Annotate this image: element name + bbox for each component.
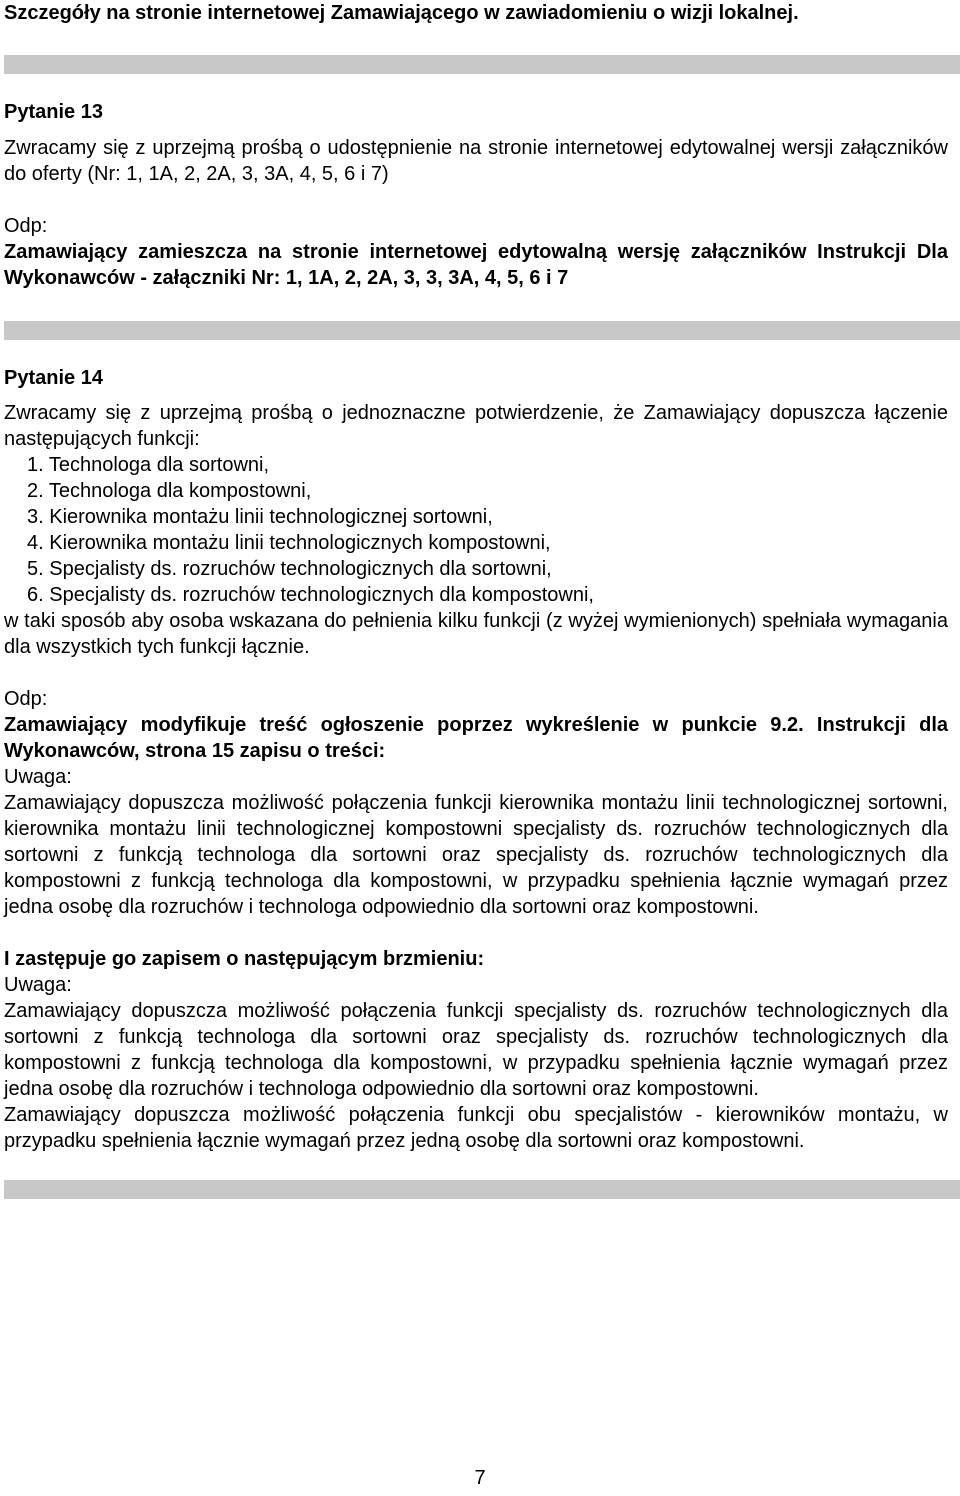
new-note-text-1: Zamawiający dopuszcza możliwość połączenia funkcji specjalisty ds. rozruchów technologicznych dla sortowni z funkcją technologa dla sortowni oraz specjalisty ds. rozruchów technologicznych dla kompostowni z funkcją technologa dla kompostowni, w przypadku spełnienia łącznie wymagań przez jedna osobę dla rozruchów i technologa odpowiednio dla sortowni oraz kompostowni.: [4, 1000, 948, 1100]
list-item: 3. Kierownika montażu linii technologicznej sortowni,: [27, 506, 493, 528]
q14-function-list: [4, 452, 948, 608]
page-number: 7: [474, 1467, 486, 1489]
q13-answer: Zamawiający zamieszcza na stronie internetowej edytowalną wersję załączników Instrukcji Dla Wykonawców - załączniki Nr: 1, 1A, 2, 2A, 3, 3, 3A, 4, 5, 6 i 7: [4, 241, 948, 289]
q14-question-end: w taki sposób aby osoba wskazana do pełnienia kilku funkcji (z wyżej wymienionych) spełniała wymagania dla wszystkich tych funkcji łącznie.: [4, 610, 948, 658]
section-divider: [4, 55, 960, 74]
q13-answer-label: Odp:: [4, 215, 48, 237]
list-item: 5. Specjalisty ds. rozruchów technologicznych dla sortowni,: [27, 558, 552, 580]
q13-question: Zwracamy się z uprzejmą prośbą o udostępnienie na stronie internetowej edytowalnej wersji załączników do oferty (Nr: 1, 1A, 2, 2A, 3, 3A, 4, 5, 6 i 7): [4, 137, 948, 185]
old-note-text: Zamawiający dopuszcza możliwość połączenia funkcji kierownika montażu linii technologicznej sortowni, kierownika montażu linii technologicznej kompostowni specjalisty ds. rozruchów technologicznych dla sortowni z funkcją technologa dla sortowni oraz specjalisty ds. rozruchów technologicznych dla kompostowni z funkcją technologa dla kompostowni, w przypadku spełnienia łącznie wymagań przez jedna osobę dla rozruchów i technologa odpowiednio dla sortowni oraz kompostowni.: [4, 792, 948, 918]
list-item: 6. Specjalisty ds. rozruchów technologicznych dla kompostowni,: [27, 584, 594, 606]
document-page: [4, 0, 948, 1199]
q14-heading: Pytanie 14: [4, 367, 103, 389]
new-note-text-2: Zamawiający dopuszcza możliwość połączenia funkcji obu specjalistów - kierowników montażu, w przypadku spełnienia łącznie wymagań przez jedną osobę dla sortowni oraz kompostowni.: [4, 1104, 948, 1152]
list-item: 2. Technologa dla kompostowni,: [27, 480, 312, 502]
list-item: 1. Technologa dla sortowni,: [27, 454, 270, 476]
old-note-label: Uwaga:: [4, 766, 72, 788]
list-item: 4. Kierownika montażu linii technologicznych kompostowni,: [27, 532, 551, 554]
section-divider: [4, 1180, 960, 1199]
replace-heading: I zastępuje go zapisem o następującym brzmieniu:: [4, 948, 485, 970]
q14-answer-heading: Zamawiający modyfikuje treść ogłoszenie poprzez wykreślenie w punkcie 9.2. Instrukcji dla Wykonawców, strona 15 zapisu o treści:: [4, 714, 948, 762]
q13-heading: Pytanie 13: [4, 101, 103, 123]
intro-text: Szczegóły na stronie internetowej Zamawiającego w zawiadomieniu o wizji lokalnej.: [4, 2, 799, 24]
q14-question: Zwracamy się z uprzejmą prośbą o jednoznaczne potwierdzenie, że Zamawiający dopuszcza łączenie następujących funkcji:: [4, 402, 948, 450]
q14-answer-label: Odp:: [4, 688, 48, 710]
new-note-label: Uwaga:: [4, 974, 72, 996]
section-divider: [4, 321, 960, 340]
